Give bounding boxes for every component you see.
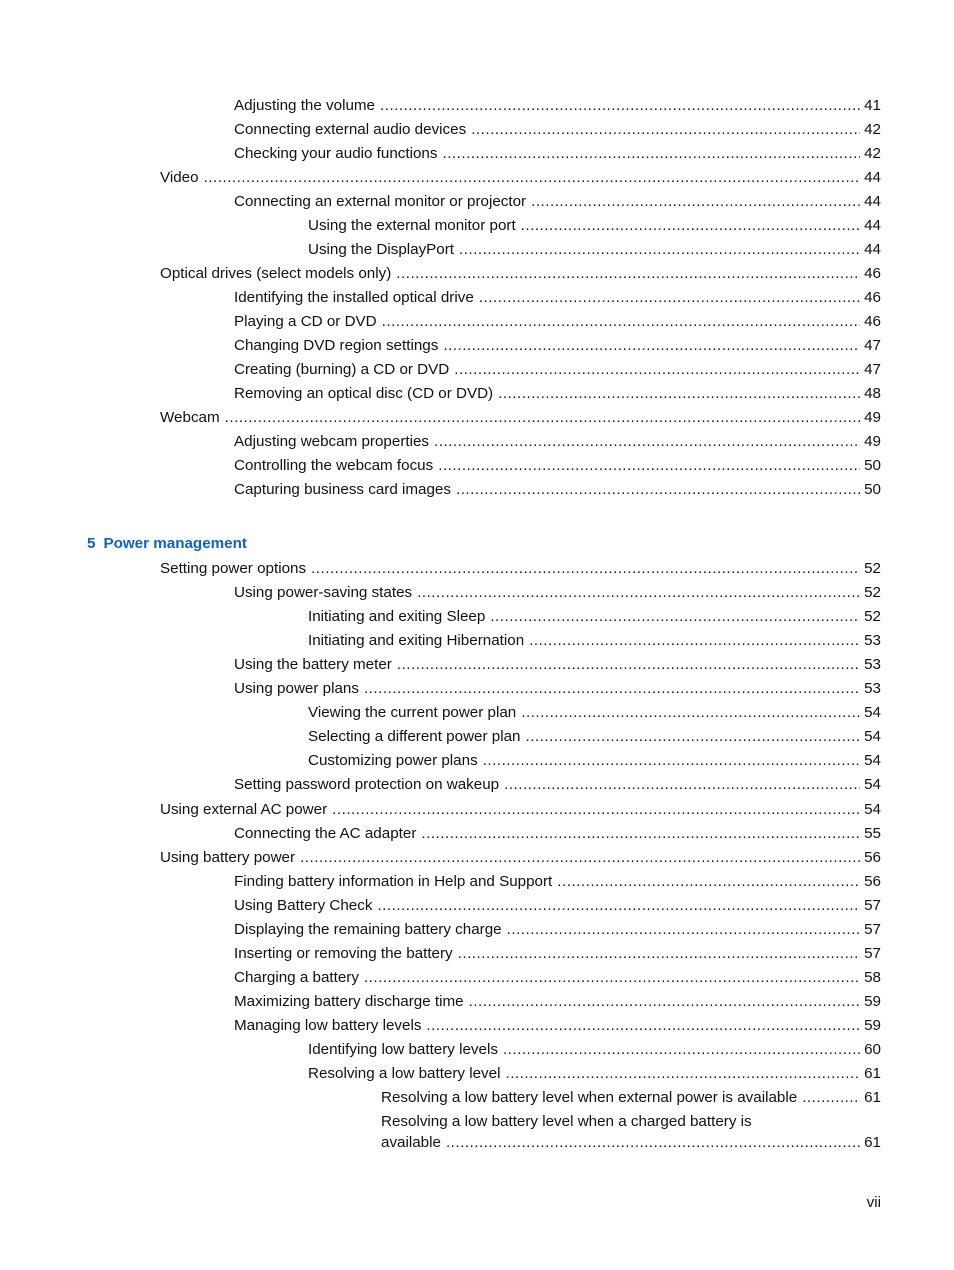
- toc-entry-title: Using the DisplayPort: [308, 241, 455, 258]
- toc-entry-page: 42: [864, 121, 881, 138]
- dot-leader: [471, 119, 860, 141]
- toc-entry[interactable]: [234, 919, 881, 941]
- toc-entry[interactable]: [308, 1063, 881, 1085]
- dot-leader: [521, 702, 860, 724]
- dot-leader: [364, 967, 860, 989]
- toc-entry-title: Customizing power plans: [308, 752, 478, 769]
- toc-entry-title: Adjusting webcam properties: [234, 433, 430, 450]
- dot-leader: [364, 678, 860, 700]
- toc-entry-page: 54: [864, 801, 881, 818]
- toc-entry[interactable]: [234, 1015, 881, 1037]
- toc-entry[interactable]: [234, 678, 881, 700]
- dot-leader: [380, 95, 860, 117]
- toc-entry[interactable]: [160, 799, 881, 821]
- toc-entry[interactable]: [234, 991, 881, 1013]
- toc-entry-title: Connecting an external monitor or projector: [234, 193, 527, 210]
- dot-leader: [490, 606, 860, 628]
- toc-entry-title: Using the battery meter: [234, 656, 392, 673]
- toc-entry[interactable]: [234, 287, 881, 309]
- toc-entry-title: Setting password protection on wakeup: [234, 776, 500, 793]
- dot-leader: [438, 455, 860, 477]
- dot-leader: [529, 630, 860, 652]
- toc-entry-title: Optical drives (select models only): [160, 265, 392, 282]
- toc-entry-title: Video: [160, 169, 199, 186]
- toc-entry-page: 50: [864, 481, 881, 498]
- dot-leader: [507, 919, 860, 941]
- toc-entry-page: 56: [864, 849, 881, 866]
- dot-leader: [525, 726, 860, 748]
- toc-entry-page: 61: [864, 1065, 881, 1082]
- toc-entry-title: Resolving a low battery level: [308, 1065, 501, 1082]
- dot-leader: [458, 943, 860, 965]
- dot-leader: [382, 311, 860, 333]
- toc-entry-title: Adjusting the volume: [234, 97, 375, 114]
- toc-entry-title: Setting power options: [160, 560, 307, 577]
- toc-entry-page: 46: [864, 313, 881, 330]
- chapter-title: Power management: [103, 535, 247, 552]
- dot-leader: [483, 750, 860, 772]
- toc-entry-page: 44: [864, 193, 881, 210]
- toc-entry-page: 44: [864, 169, 881, 186]
- toc-entry[interactable]: [308, 630, 881, 652]
- toc-entry-page: 46: [864, 289, 881, 306]
- dot-leader: [531, 191, 860, 213]
- dot-leader: [456, 479, 860, 501]
- toc-entry-page: 57: [864, 945, 881, 962]
- toc-entry-title: Using the external monitor port: [308, 217, 516, 234]
- toc-entry[interactable]: [234, 359, 881, 381]
- toc-entry-title: Selecting a different power plan: [308, 728, 521, 745]
- toc-entry-page: 59: [864, 993, 881, 1010]
- toc-entry[interactable]: [234, 895, 881, 917]
- toc-entry-page: 55: [864, 825, 881, 842]
- toc-entry-title: Resolving a low battery level when external power is available: [381, 1089, 798, 1106]
- toc-entry-title: Controlling the webcam focus: [234, 457, 434, 474]
- toc-entry-page: 49: [864, 433, 881, 450]
- dot-leader: [311, 558, 860, 580]
- toc-entry-page: 58: [864, 969, 881, 986]
- toc-entry-page: 57: [864, 897, 881, 914]
- page-number: vii: [866, 1194, 881, 1211]
- toc-entry-page: 47: [864, 337, 881, 354]
- dot-leader: [521, 215, 860, 237]
- toc-entry-page: 46: [864, 265, 881, 282]
- dot-leader: [503, 1039, 860, 1061]
- toc-entry-page: 49: [864, 409, 881, 426]
- toc-entry-title: Connecting external audio devices: [234, 121, 467, 138]
- dot-leader: [446, 1132, 860, 1154]
- toc-entry[interactable]: [308, 239, 881, 261]
- toc-entry-page: 42: [864, 145, 881, 162]
- toc-entry-title: Managing low battery levels: [234, 1017, 422, 1034]
- dot-leader: [300, 847, 860, 869]
- dot-leader: [454, 359, 860, 381]
- toc-entry-page: 50: [864, 457, 881, 474]
- toc-entry[interactable]: [308, 750, 881, 772]
- chapter-number: 5: [87, 535, 96, 552]
- dot-leader: [504, 774, 860, 796]
- toc-entry-page: 47: [864, 361, 881, 378]
- toc-entry[interactable]: [160, 167, 881, 189]
- toc-entry[interactable]: [381, 1132, 881, 1154]
- toc-entry-title: Connecting the AC adapter: [234, 825, 417, 842]
- toc-entry-title-continuation: available: [381, 1134, 441, 1151]
- toc-entry-title: Inserting or removing the battery: [234, 945, 453, 962]
- toc-entry-page: 57: [864, 921, 881, 938]
- toc-entry-title: Initiating and exiting Hibernation: [308, 632, 525, 649]
- toc-entry[interactable]: [234, 95, 881, 117]
- toc-entry-title: Viewing the current power plan: [308, 704, 517, 721]
- toc-entry[interactable]: [308, 606, 881, 628]
- toc-entry[interactable]: [308, 702, 881, 724]
- toc-entry-title: Webcam: [160, 409, 220, 426]
- dot-leader: [802, 1087, 860, 1109]
- toc-entry[interactable]: [234, 582, 881, 604]
- dot-leader: [396, 263, 860, 285]
- toc-entry[interactable]: [308, 726, 881, 748]
- toc-entry-page: 53: [864, 656, 881, 673]
- dot-leader: [469, 991, 861, 1013]
- toc-entry[interactable]: [234, 191, 881, 213]
- dot-leader: [421, 823, 860, 845]
- chapter-heading[interactable]: [87, 533, 247, 555]
- dot-leader: [443, 335, 860, 357]
- toc-entry[interactable]: [160, 558, 881, 580]
- toc-entry-page: 54: [864, 776, 881, 793]
- toc-entry[interactable]: [160, 407, 881, 429]
- toc-entry-title: Using Battery Check: [234, 897, 373, 914]
- toc-entry[interactable]: [234, 455, 881, 477]
- toc-entry-page: 54: [864, 704, 881, 721]
- toc-entry[interactable]: [234, 871, 881, 893]
- toc-entry[interactable]: [234, 479, 881, 501]
- toc-entry-title: Checking your audio functions: [234, 145, 438, 162]
- dot-leader: [505, 1063, 860, 1085]
- toc-entry-page: 59: [864, 1017, 881, 1034]
- toc-entry[interactable]: [160, 847, 881, 869]
- dot-leader: [479, 287, 860, 309]
- dot-leader: [417, 582, 860, 604]
- toc-entry-page: 61: [864, 1089, 881, 1106]
- toc-entry-page: 61: [864, 1134, 881, 1151]
- toc-entry-page: 56: [864, 873, 881, 890]
- toc-entry-title: Capturing business card images: [234, 481, 451, 498]
- toc-entry-page: 54: [864, 728, 881, 745]
- toc-entry[interactable]: [234, 823, 881, 845]
- dot-leader: [426, 1015, 860, 1037]
- toc-entry-page: 52: [864, 560, 881, 577]
- dot-leader: [459, 239, 860, 261]
- toc-entry[interactable]: [381, 1087, 881, 1109]
- toc-entry-page: 44: [864, 241, 881, 258]
- toc-entry-page: 60: [864, 1041, 881, 1058]
- toc-entry-title: Displaying the remaining battery charge: [234, 921, 502, 938]
- dot-leader: [498, 383, 860, 405]
- toc-entry-page: 44: [864, 217, 881, 234]
- toc-entry-title: Finding battery information in Help and Support: [234, 873, 553, 890]
- toc-entry-title: Initiating and exiting Sleep: [308, 608, 486, 625]
- toc-entry-title-line[interactable]: Resolving a low battery level when a charged battery is: [381, 1113, 752, 1130]
- toc-entry-title: Using battery power: [160, 849, 296, 866]
- toc-entry-page: 48: [864, 385, 881, 402]
- toc-entry-page: 53: [864, 632, 881, 649]
- toc-entry-title: Changing DVD region settings: [234, 337, 439, 354]
- toc-entry-title: Creating (burning) a CD or DVD: [234, 361, 450, 378]
- dot-leader: [557, 871, 860, 893]
- toc-entry[interactable]: [234, 335, 881, 357]
- toc-entry-title: Removing an optical disc (CD or DVD): [234, 385, 494, 402]
- toc-entry-title: Playing a CD or DVD: [234, 313, 377, 330]
- toc-entry-title: Identifying the installed optical drive: [234, 289, 474, 306]
- toc-entry-title: Using external AC power: [160, 801, 328, 818]
- toc-entry[interactable]: [160, 263, 881, 285]
- dot-leader: [442, 143, 860, 165]
- toc-entry-title: Identifying low battery levels: [308, 1041, 498, 1058]
- dot-leader: [204, 167, 861, 189]
- toc-entry[interactable]: [234, 943, 881, 965]
- toc-entry[interactable]: [234, 654, 881, 676]
- toc-entry-title: Charging a battery: [234, 969, 359, 986]
- toc-entry-page: 52: [864, 608, 881, 625]
- toc-entry[interactable]: [234, 967, 881, 989]
- toc-entry[interactable]: [308, 1039, 881, 1061]
- dot-leader: [377, 895, 860, 917]
- dot-leader: [397, 654, 860, 676]
- toc-entry-title: Using power-saving states: [234, 584, 413, 601]
- toc-entry-title: Using power plans: [234, 680, 359, 697]
- dot-leader: [434, 431, 860, 453]
- toc-entry-page: 53: [864, 680, 881, 697]
- toc-entry-page: 52: [864, 584, 881, 601]
- toc-entry[interactable]: [234, 119, 881, 141]
- toc-entry-page: 41: [864, 97, 881, 114]
- toc-entry[interactable]: [234, 311, 881, 333]
- toc-entry[interactable]: [234, 774, 881, 796]
- toc-entry[interactable]: [234, 143, 881, 165]
- toc-entry-title: Maximizing battery discharge time: [234, 993, 464, 1010]
- toc-entry[interactable]: [234, 431, 881, 453]
- dot-leader: [332, 799, 860, 821]
- dot-leader: [225, 407, 860, 429]
- toc-entry[interactable]: [308, 215, 881, 237]
- toc-entry-page: 54: [864, 752, 881, 769]
- toc-entry[interactable]: [234, 383, 881, 405]
